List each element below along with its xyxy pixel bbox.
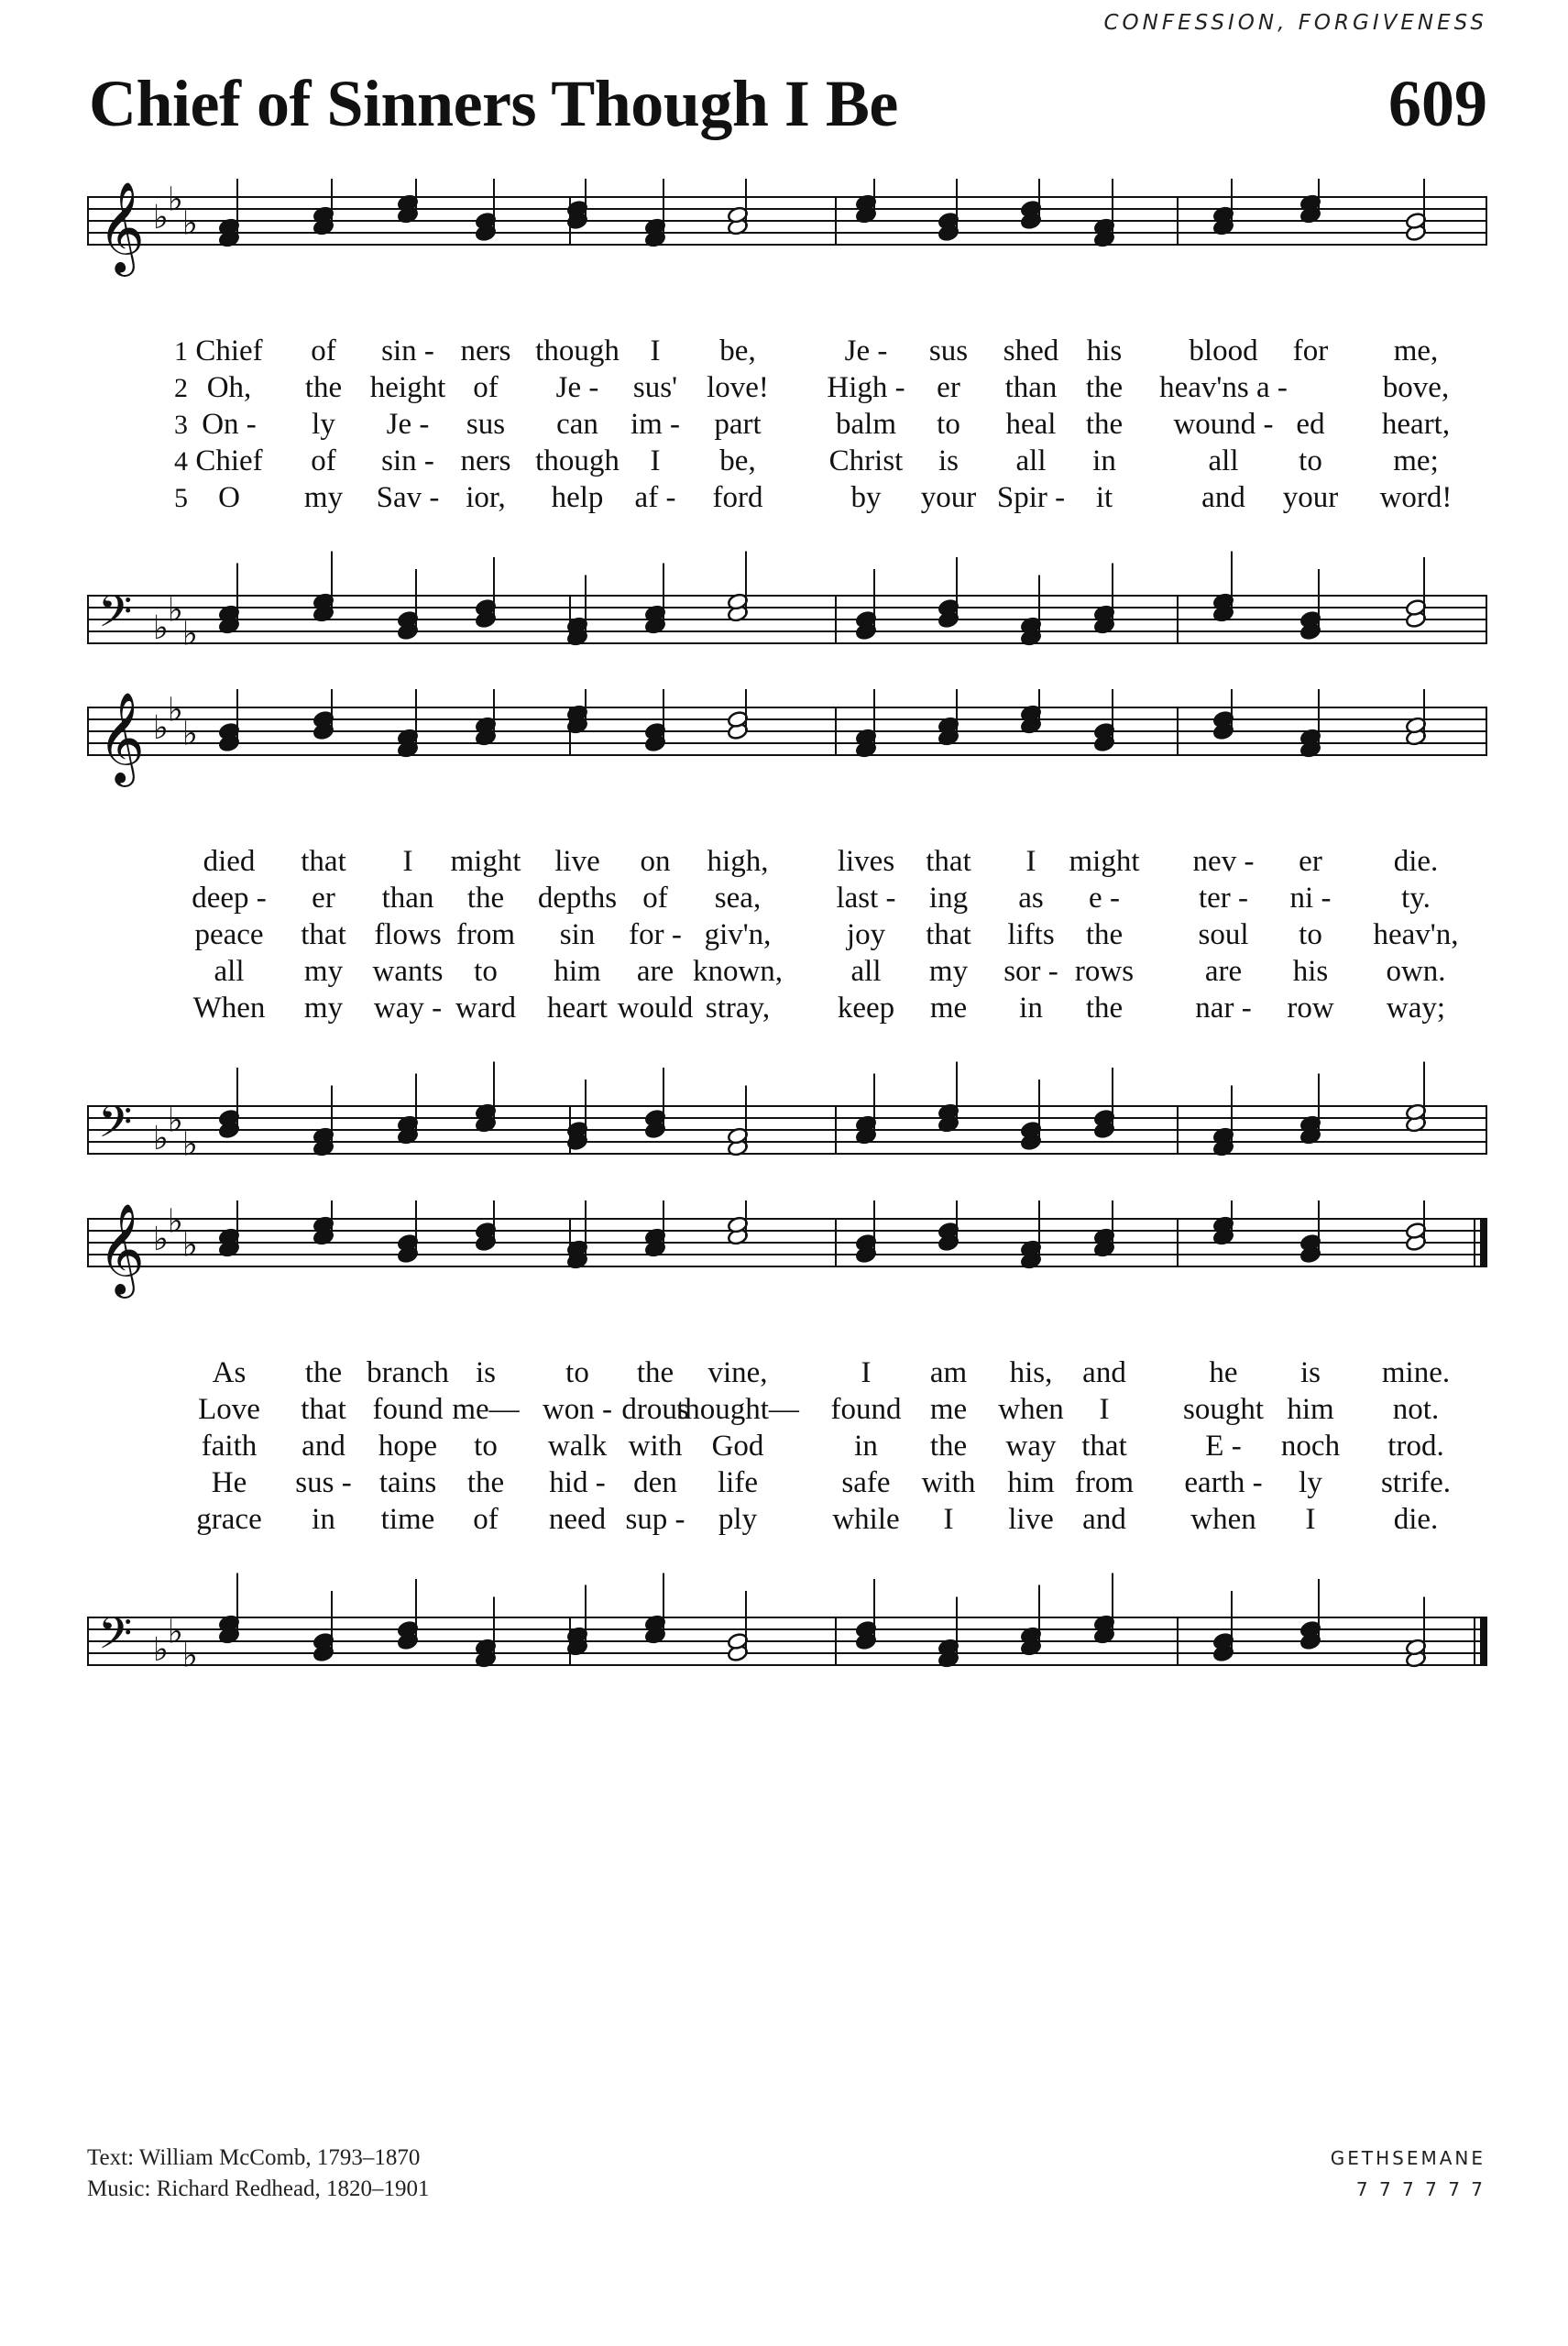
- lyric-syllable: of: [311, 444, 336, 477]
- lyric-syllable: I: [861, 1356, 872, 1389]
- lyric-syllable: can: [556, 408, 598, 441]
- lyric-syllable: hope: [378, 1430, 438, 1463]
- lyric-syllable: life: [718, 1466, 758, 1499]
- lyric-syllable: I: [650, 334, 661, 367]
- lyric-syllable: while: [832, 1503, 900, 1536]
- lyric-syllable: won -: [542, 1393, 613, 1426]
- lyric-syllable: the: [1085, 918, 1124, 951]
- lyric-syllable: bove,: [1382, 371, 1450, 404]
- lyric-syllable: flows: [374, 918, 442, 951]
- lyric-syllable: ior,: [466, 481, 506, 514]
- lyric-syllable: are: [636, 955, 674, 988]
- treble-clef-icon: 𝄞: [98, 1203, 145, 1295]
- lyric-syllable: am: [929, 1356, 968, 1389]
- lyric-syllable: af -: [634, 481, 676, 514]
- lyric-syllable: deep -: [192, 882, 267, 915]
- lyric-syllable: er: [937, 371, 960, 404]
- lyric-syllable: Je -: [386, 408, 430, 441]
- lyric-syllable: E -: [1205, 1430, 1242, 1463]
- lyric-syllable: to: [565, 1356, 589, 1389]
- lyric-line-verse-1: [87, 845, 1487, 882]
- lyric-line-verse-2: [87, 371, 1487, 408]
- lyric-syllable: ners: [460, 334, 511, 367]
- treble-clef-icon: 𝄞: [98, 692, 145, 784]
- lyric-syllable: mine.: [1381, 1356, 1451, 1389]
- flat-icon: ♭: [153, 1631, 169, 1669]
- lyric-line-verse-1: [87, 334, 1487, 371]
- lyric-line-verse-4: [87, 444, 1487, 481]
- lyric-syllable: and: [1082, 1356, 1126, 1389]
- lyric-syllable: to: [937, 408, 960, 441]
- lyric-syllable: lives: [837, 845, 895, 878]
- lyric-line-verse-4: [87, 955, 1487, 992]
- lyric-syllable: ford: [712, 481, 763, 514]
- lyric-syllable: of: [642, 882, 668, 915]
- lyric-syllable: the: [304, 371, 343, 404]
- lyric-syllable: died: [203, 845, 256, 878]
- treble-staff: [87, 179, 1487, 316]
- lyric-syllable: that: [301, 1393, 346, 1426]
- flat-icon: ♭: [153, 199, 169, 236]
- lyric-syllable: his: [1086, 334, 1123, 367]
- lyric-syllable: the: [1085, 992, 1124, 1025]
- lyric-syllable: ter -: [1198, 882, 1249, 915]
- lyric-syllable: him: [1007, 1466, 1055, 1499]
- lyric-syllable: word!: [1379, 481, 1453, 514]
- lyric-syllable: Je -: [555, 371, 599, 404]
- lyric-syllable: of: [473, 371, 499, 404]
- lyric-syllable: be,: [719, 334, 756, 367]
- lyric-syllable: Je -: [844, 334, 888, 367]
- lyric-syllable: walk: [547, 1430, 608, 1463]
- lyric-syllable: Love: [198, 1393, 260, 1426]
- lyric-line-verse-5: [87, 992, 1487, 1028]
- lyric-syllable: to: [474, 955, 498, 988]
- bass-staff: [87, 1562, 1487, 1700]
- lyric-syllable: heav'n,: [1373, 918, 1459, 951]
- text-credit: Text: William McComb, 1793–1870: [87, 2145, 421, 2170]
- flat-icon: ♭: [168, 691, 183, 729]
- treble-staff: [87, 1200, 1487, 1338]
- flat-icon: ♭: [182, 1226, 198, 1265]
- verse-number: 2: [174, 373, 188, 403]
- lyric-syllable: sin -: [381, 334, 434, 367]
- lyric-syllable: I: [402, 845, 413, 878]
- lyric-syllable: in: [1092, 444, 1116, 477]
- lyric-syllable: hid -: [549, 1466, 606, 1499]
- verse-number: 3: [174, 410, 188, 440]
- lyric-syllable: giv'n,: [704, 918, 772, 951]
- lyric-syllable: strife.: [1380, 1466, 1452, 1499]
- verse-number: 4: [174, 446, 188, 477]
- flat-icon: ♭: [182, 615, 198, 653]
- lyric-syllable: he: [1209, 1356, 1238, 1389]
- lyric-syllable: are: [1204, 955, 1243, 988]
- lyric-syllable: noch: [1280, 1430, 1341, 1463]
- flat-icon: ♭: [182, 1125, 198, 1164]
- lyric-syllable: would: [617, 992, 694, 1025]
- lyric-syllable: my: [303, 992, 344, 1025]
- lyric-syllable: sus -: [295, 1466, 352, 1499]
- lyric-syllable: stray,: [705, 992, 771, 1025]
- lyric-syllable: high,: [707, 845, 769, 878]
- lyric-syllable: need: [548, 1503, 607, 1536]
- lyric-syllable: the: [466, 1466, 505, 1499]
- lyric-syllable: sin: [559, 918, 596, 951]
- lyric-syllable: sus: [466, 408, 506, 441]
- lyric-syllable: Oh,: [206, 371, 252, 404]
- treble-clef-icon: 𝄞: [98, 181, 145, 273]
- lyric-syllable: sup -: [625, 1503, 685, 1536]
- lyric-syllable: way;: [1386, 992, 1446, 1025]
- lyric-syllable: known,: [692, 955, 784, 988]
- lyric-syllable: is: [475, 1356, 497, 1389]
- lyric-syllable: I: [650, 444, 661, 477]
- lyric-syllable: might: [1069, 845, 1140, 878]
- lyric-syllable: God: [711, 1430, 764, 1463]
- lyric-syllable: heav'ns a -: [1159, 371, 1288, 404]
- lyric-syllable: him: [1287, 1393, 1334, 1426]
- lyric-syllable: wound -: [1173, 408, 1274, 441]
- lyric-syllable: heart: [547, 992, 608, 1025]
- flat-icon: ♭: [168, 1202, 183, 1241]
- lyric-syllable: that: [301, 845, 346, 878]
- lyric-syllable: the: [304, 1356, 343, 1389]
- lyric-syllable: soul: [1198, 918, 1249, 951]
- lyric-syllable: die.: [1393, 845, 1439, 878]
- lyric-syllable: your: [1282, 481, 1339, 514]
- lyric-syllable: my: [303, 955, 344, 988]
- final-bar-thick: [1480, 1617, 1487, 1665]
- lyric-syllable: when: [998, 1393, 1064, 1426]
- lyric-syllable: peace: [194, 918, 264, 951]
- lyric-syllable: Sav -: [376, 481, 440, 514]
- lyric-syllable: time: [380, 1503, 435, 1536]
- lyric-syllable: thought—: [676, 1393, 799, 1426]
- lyric-syllable: He: [211, 1466, 247, 1499]
- lyric-line-verse-3: [87, 1430, 1487, 1466]
- credits: [87, 2143, 430, 2205]
- verse-number: 5: [174, 483, 188, 513]
- lyric-syllable: all: [214, 955, 245, 988]
- bass-clef-icon: 𝄢: [98, 586, 133, 648]
- lyric-syllable: for -: [629, 918, 682, 951]
- lyric-syllable: not.: [1392, 1393, 1440, 1426]
- lyric-syllable: High -: [827, 371, 905, 404]
- hymn-number: 609: [1388, 67, 1487, 140]
- lyric-syllable: help: [551, 481, 604, 514]
- lyric-syllable: way -: [373, 992, 443, 1025]
- lyric-syllable: branch: [367, 1356, 449, 1389]
- lyric-syllable: sus': [632, 371, 678, 404]
- lyric-syllable: when: [1190, 1503, 1256, 1536]
- lyric-syllable: for: [1292, 334, 1329, 367]
- lyric-syllable: im -: [630, 408, 681, 441]
- lyric-syllable: safe: [841, 1466, 891, 1499]
- lyric-syllable: the: [636, 1356, 674, 1389]
- flat-icon: ♭: [153, 709, 169, 747]
- lyric-syllable: e -: [1089, 882, 1120, 915]
- final-bar-thick: [1480, 1219, 1487, 1266]
- lyric-syllable: and: [1201, 481, 1245, 514]
- lyric-syllable: ing: [928, 882, 969, 915]
- lyric-syllable: though: [535, 334, 620, 367]
- lyric-syllable: I: [1305, 1503, 1316, 1536]
- flat-icon: ♭: [168, 591, 183, 630]
- lyric-syllable: height: [369, 371, 446, 404]
- lyric-syllable: his: [1292, 955, 1329, 988]
- lyric-syllable: grace: [196, 1503, 262, 1536]
- lyric-syllable: Chief: [195, 334, 263, 367]
- lyric-syllable: in: [312, 1503, 335, 1536]
- lyric-syllable: my: [303, 481, 344, 514]
- lyric-syllable: found: [830, 1393, 902, 1426]
- flat-icon: ♭: [182, 204, 198, 243]
- lyric-syllable: to: [474, 1430, 498, 1463]
- lyric-syllable: I: [1099, 1393, 1110, 1426]
- lyric-syllable: As: [212, 1356, 247, 1389]
- lyric-syllable: me;: [1393, 444, 1439, 477]
- lyric-syllable: ward: [455, 992, 516, 1025]
- lyric-syllable: all: [850, 955, 882, 988]
- lyric-syllable: last -: [836, 882, 896, 915]
- lyric-syllable: tains: [378, 1466, 437, 1499]
- lyric-syllable: ly: [1299, 1466, 1322, 1499]
- lyric-line-verse-5: [87, 1503, 1487, 1540]
- lyric-syllable: sus: [928, 334, 969, 367]
- lyric-syllable: lifts: [1007, 918, 1055, 951]
- lyric-syllable: that: [926, 918, 971, 951]
- lyric-syllable: ply: [718, 1503, 758, 1536]
- lyric-line-verse-2: [87, 882, 1487, 918]
- flat-icon: ♭: [168, 1102, 183, 1140]
- lyric-syllable: that: [926, 845, 971, 878]
- lyric-syllable: of: [311, 334, 336, 367]
- lyric-syllable: as: [1018, 882, 1044, 915]
- lyric-syllable: O: [218, 481, 240, 514]
- lyric-syllable: me,: [1393, 334, 1439, 367]
- lyric-syllable: own.: [1386, 955, 1446, 988]
- meter: 7 7 7 7 7 7: [1355, 2178, 1486, 2200]
- lyric-syllable: and: [302, 1430, 345, 1463]
- lyric-syllable: part: [714, 408, 762, 441]
- bass-clef-icon: 𝄢: [98, 1096, 133, 1158]
- lyric-syllable: blood: [1189, 334, 1258, 367]
- lyric-syllable: I: [943, 1503, 954, 1536]
- lyric-line-verse-3: [87, 408, 1487, 444]
- lyric-syllable: than: [1004, 371, 1058, 404]
- lyric-syllable: Christ: [828, 444, 904, 477]
- lyric-syllable: ed: [1296, 408, 1325, 441]
- lyric-syllable: ty.: [1401, 882, 1431, 915]
- lyric-syllable: your: [920, 481, 977, 514]
- lyric-syllable: sought: [1182, 1393, 1265, 1426]
- lyric-syllable: way: [1005, 1430, 1057, 1463]
- lyric-syllable: my: [928, 955, 969, 988]
- lyric-syllable: nev -: [1192, 845, 1255, 878]
- lyric-syllable: row: [1287, 992, 1334, 1025]
- lyric-syllable: the: [929, 1430, 968, 1463]
- lyric-syllable: depths: [537, 882, 618, 915]
- lyric-syllable: joy: [846, 918, 886, 951]
- lyric-syllable: in: [1019, 992, 1043, 1025]
- bass-staff: [87, 1051, 1487, 1189]
- lyric-syllable: is: [1299, 1356, 1321, 1389]
- lyric-syllable: faith: [201, 1430, 258, 1463]
- lyric-syllable: me—: [452, 1393, 520, 1426]
- lyric-syllable: is: [938, 444, 959, 477]
- lyric-syllable: heal: [1005, 408, 1057, 441]
- flat-icon: ♭: [153, 1221, 169, 1258]
- lyric-syllable: heart,: [1381, 408, 1451, 441]
- lyric-syllable: all: [1208, 444, 1239, 477]
- bass-clef-icon: 𝄢: [98, 1607, 133, 1670]
- lyric-syllable: him: [554, 955, 601, 988]
- lyric-syllable: den: [633, 1466, 677, 1499]
- lyric-syllable: the: [466, 882, 505, 915]
- lyric-syllable: to: [1299, 918, 1322, 951]
- lyric-syllable: of: [473, 1503, 499, 1536]
- lyric-line-verse-5: [87, 481, 1487, 518]
- lyric-syllable: me: [929, 1393, 968, 1426]
- lyric-line-verse-2: [87, 1393, 1487, 1430]
- lyric-syllable: er: [1299, 845, 1322, 878]
- lyric-syllable: ni -: [1289, 882, 1332, 915]
- lyric-syllable: be,: [719, 444, 756, 477]
- lyric-syllable: and: [1082, 1503, 1126, 1536]
- lyric-syllable: by: [850, 481, 882, 514]
- lyric-syllable: found: [372, 1393, 444, 1426]
- lyric-syllable: trod.: [1387, 1430, 1444, 1463]
- lyric-syllable: On -: [202, 408, 257, 441]
- flat-icon: ♭: [182, 1637, 198, 1675]
- lyric-syllable: me: [929, 992, 968, 1025]
- lyric-syllable: drous: [621, 1393, 689, 1426]
- hymn-title: Chief of Sinners Though I Be: [89, 67, 898, 140]
- lyric-syllable: Chief: [195, 444, 263, 477]
- lyric-syllable: with: [628, 1430, 683, 1463]
- lyric-line-verse-1: [87, 1356, 1487, 1393]
- treble-staff: [87, 689, 1487, 827]
- flat-icon: ♭: [153, 609, 169, 647]
- lyric-syllable: sor -: [1003, 955, 1058, 988]
- lyric-syllable: nar -: [1195, 992, 1252, 1025]
- lyric-syllable: might: [450, 845, 521, 878]
- lyric-syllable: shed: [1003, 334, 1059, 367]
- lyric-syllable: ners: [460, 444, 511, 477]
- lyric-line-verse-3: [87, 918, 1487, 955]
- lyric-syllable: keep: [837, 992, 895, 1025]
- lyric-syllable: from: [1074, 1466, 1135, 1499]
- flat-icon: ♭: [168, 1613, 183, 1651]
- music-credit: Music: Richard Redhead, 1820–1901: [87, 2176, 430, 2201]
- lyric-syllable: that: [301, 918, 346, 951]
- bass-staff: [87, 541, 1487, 678]
- lyric-syllable: Spir -: [996, 481, 1066, 514]
- lyric-syllable: that: [1081, 1430, 1127, 1463]
- lyric-syllable: with: [921, 1466, 976, 1499]
- tune-info: [1331, 2143, 1486, 2205]
- lyric-syllable: it: [1095, 481, 1113, 514]
- lyric-syllable: from: [455, 918, 516, 951]
- lyric-syllable: the: [1085, 371, 1124, 404]
- lyric-syllable: ly: [312, 408, 335, 441]
- lyric-syllable: in: [854, 1430, 878, 1463]
- flat-icon: ♭: [182, 715, 198, 753]
- lyric-syllable: live: [554, 845, 600, 878]
- lyric-syllable: er: [312, 882, 335, 915]
- lyric-syllable: all: [1015, 444, 1047, 477]
- lyric-syllable: than: [381, 882, 434, 915]
- lyric-syllable: When: [192, 992, 266, 1025]
- lyric-line-verse-4: [87, 1466, 1487, 1503]
- lyric-syllable: live: [1008, 1503, 1054, 1536]
- lyric-syllable: his,: [1009, 1356, 1053, 1389]
- tune-name: GETHSEMANE: [1330, 2147, 1486, 2169]
- section-topic: CONFESSION, FORGIVENESS: [1103, 11, 1487, 35]
- lyric-syllable: though: [535, 444, 620, 477]
- flat-icon: ♭: [168, 181, 183, 219]
- verse-number: 1: [174, 336, 188, 367]
- lyric-syllable: vine,: [707, 1356, 768, 1389]
- lyric-syllable: die.: [1393, 1503, 1439, 1536]
- lyric-syllable: sin -: [381, 444, 434, 477]
- lyric-syllable: love!: [707, 371, 769, 404]
- lyric-syllable: the: [1085, 408, 1124, 441]
- lyric-syllable: on: [640, 845, 671, 878]
- lyric-syllable: I: [1025, 845, 1036, 878]
- lyric-syllable: sea,: [714, 882, 762, 915]
- lyric-syllable: to: [1299, 444, 1322, 477]
- lyric-syllable: rows: [1074, 955, 1135, 988]
- lyric-syllable: wants: [372, 955, 444, 988]
- lyric-syllable: earth -: [1184, 1466, 1263, 1499]
- flat-icon: ♭: [153, 1120, 169, 1157]
- lyric-syllable: balm: [836, 408, 896, 441]
